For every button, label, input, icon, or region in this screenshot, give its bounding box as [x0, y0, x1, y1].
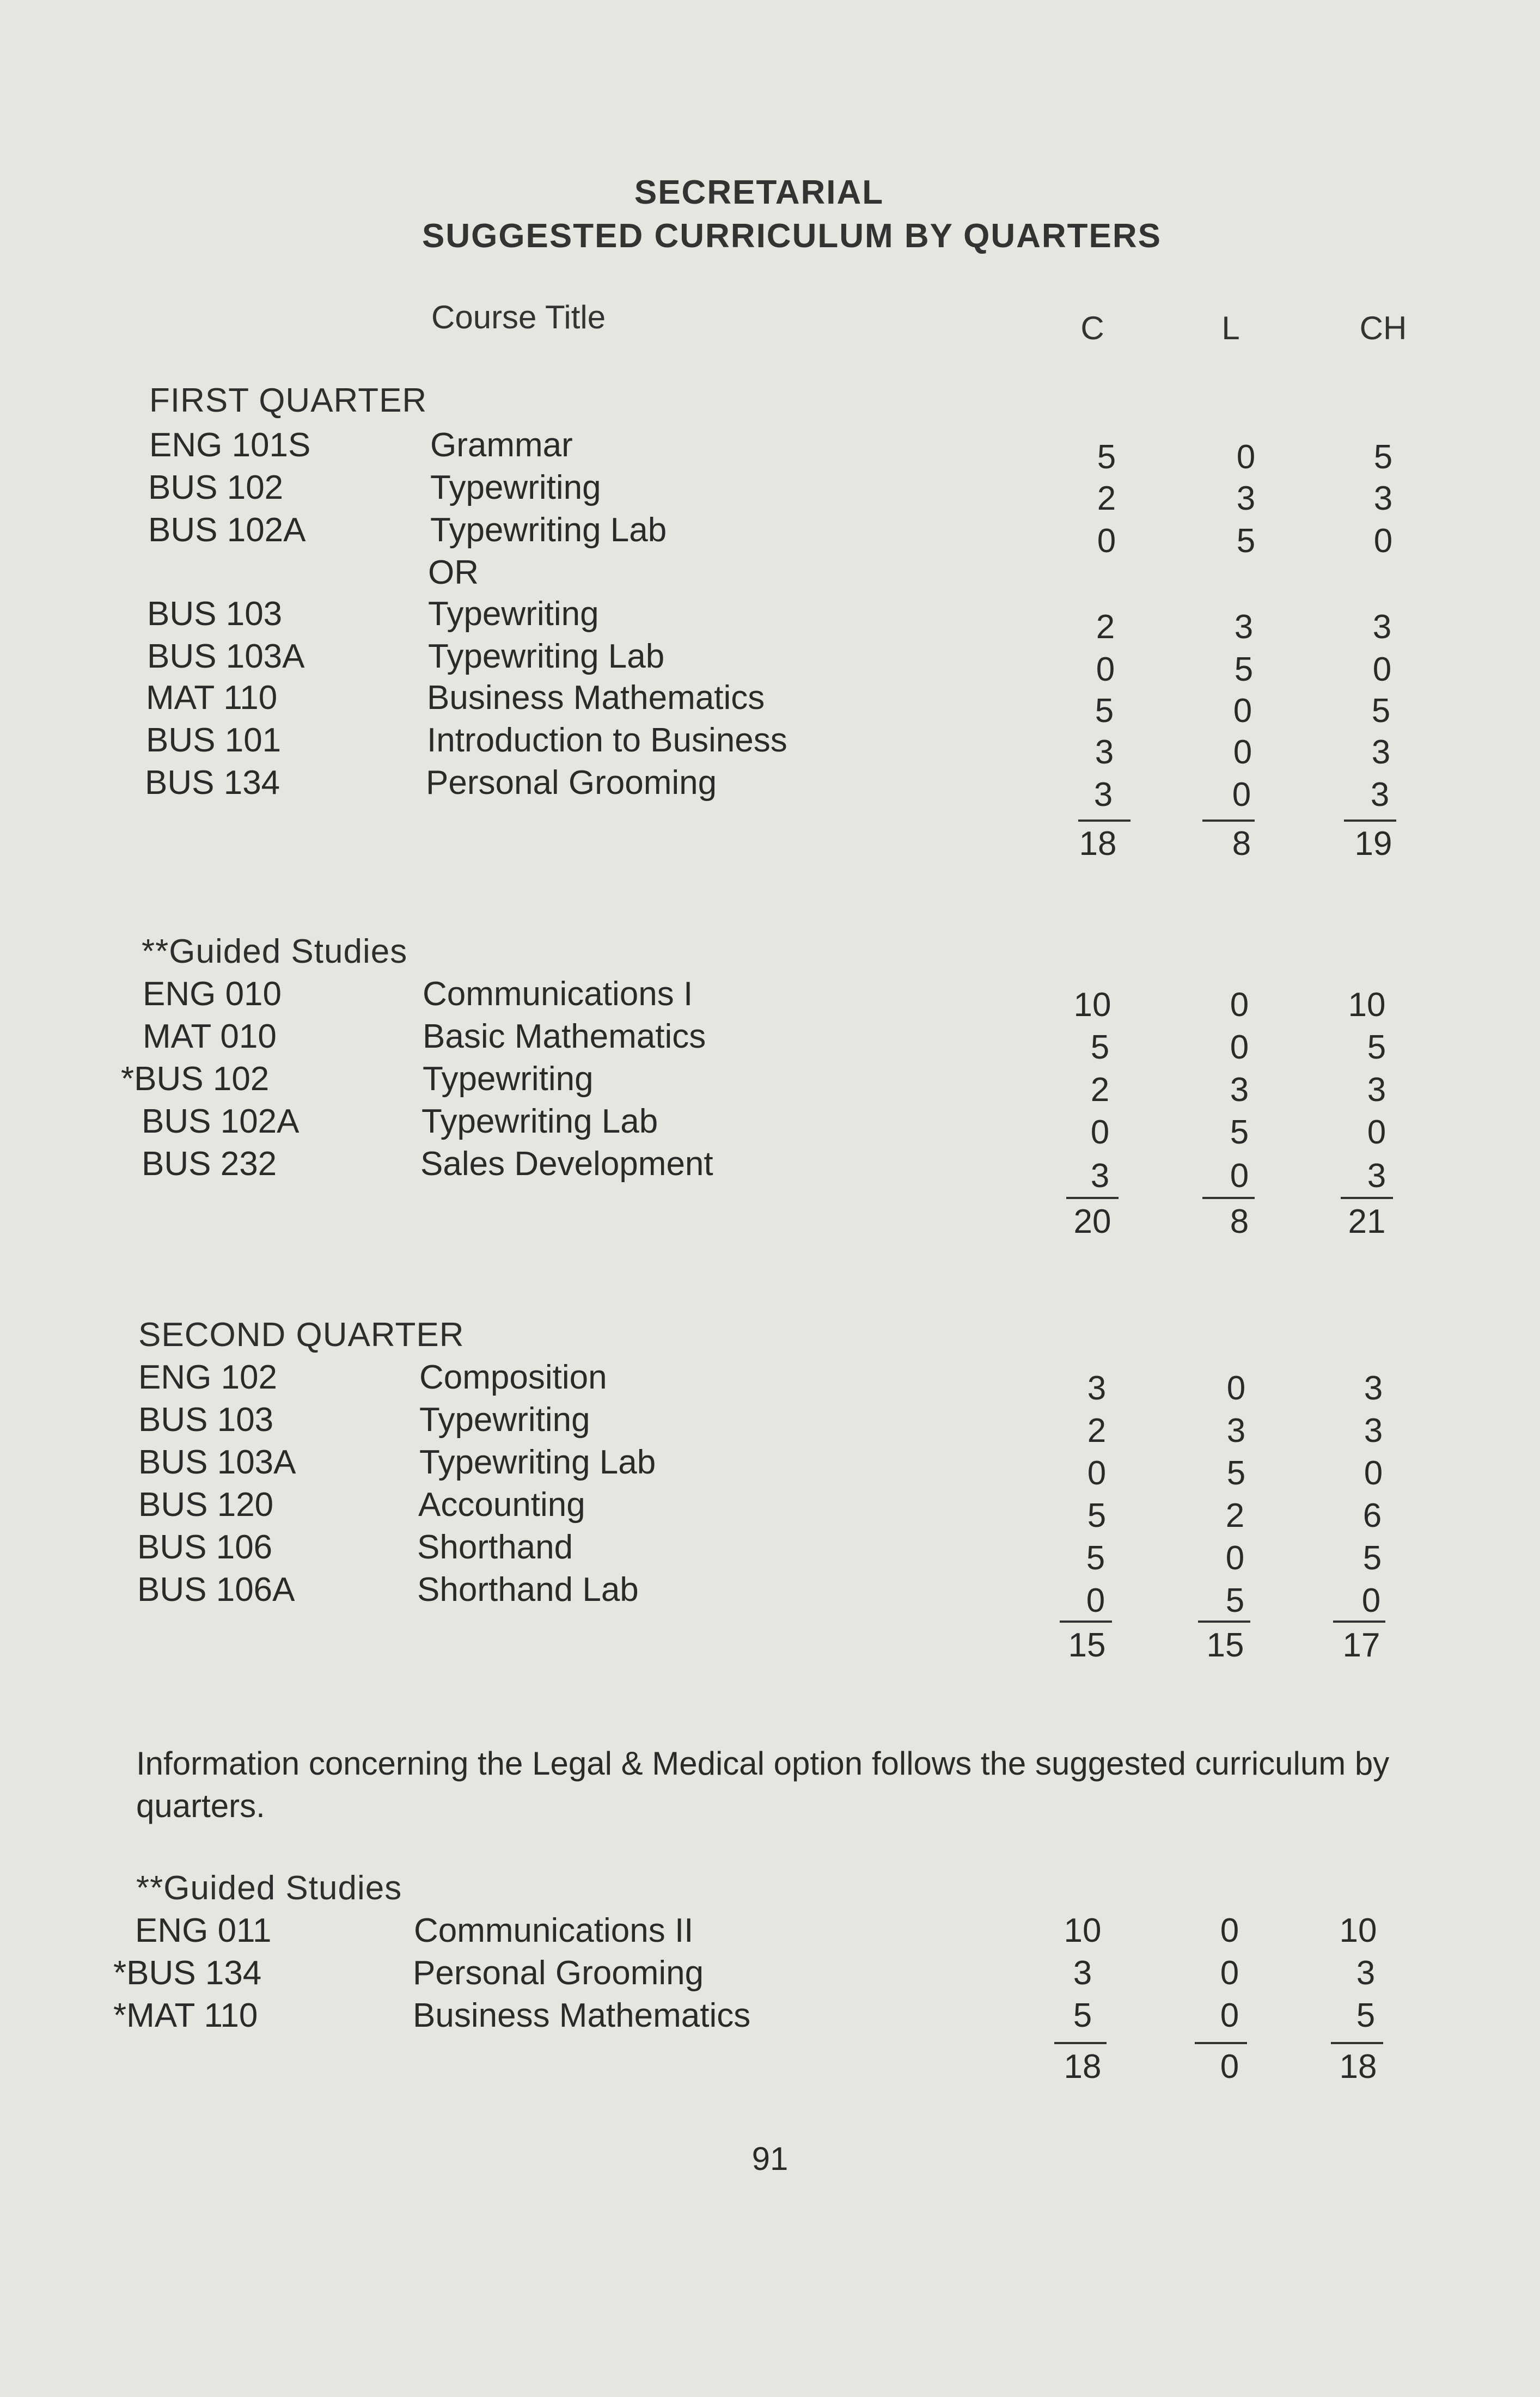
credit-ch: 10: [1339, 1912, 1377, 1949]
course-title: Introduction to Business: [427, 721, 787, 759]
credit-ch: 0: [1367, 1114, 1386, 1151]
credit-c: 5: [1095, 692, 1114, 730]
course-row: [0, 763, 1540, 814]
credit-c: 5: [1097, 438, 1116, 476]
course-code: BUS 103: [138, 1401, 274, 1439]
course-row: [0, 1528, 1540, 1577]
course-row: [0, 1996, 1540, 2039]
credit-c: 3: [1095, 733, 1114, 771]
credit-ch: 3: [1367, 1071, 1386, 1109]
course-code: BUS 106A: [137, 1571, 295, 1609]
credit-l: 0: [1220, 1912, 1239, 1949]
credit-l: 0: [1225, 1539, 1245, 1577]
credit-l: 3: [1236, 480, 1256, 517]
course-code: *MAT 110: [113, 1997, 258, 2034]
course-title: Typewriting Lab: [419, 1444, 656, 1481]
page-subtitle: SUGGESTED CURRICULUM BY QUARTERS: [421, 217, 1162, 255]
guided-studies-heading: **Guided Studies: [136, 1869, 402, 1907]
credit-c: 3: [1093, 776, 1113, 814]
total-l: 0: [1220, 2048, 1239, 2086]
credit-ch: 0: [1372, 651, 1392, 688]
course-title: Grammar: [430, 426, 573, 464]
credit-l: 0: [1233, 692, 1252, 730]
course-title: Business Mathematics: [427, 679, 765, 717]
credit-ch: 10: [1348, 986, 1386, 1024]
credit-c: 0: [1097, 522, 1116, 560]
course-code: ENG 101S: [149, 426, 311, 464]
course-code: BUS 102A: [148, 511, 306, 549]
total-rule: [1078, 820, 1130, 822]
course-row: [0, 721, 1540, 771]
credit-l: 0: [1226, 1369, 1246, 1407]
course-title: Typewriting: [428, 595, 599, 633]
course-row: [0, 1060, 1540, 1109]
course-row: [0, 1145, 1540, 1195]
credit-ch: 3: [1372, 608, 1392, 646]
total-rule: [1066, 1197, 1119, 1199]
course-code: BUS 103A: [147, 638, 305, 675]
course-code: BUS 103: [147, 595, 283, 633]
credit-l: 3: [1226, 1412, 1246, 1450]
credit-l: 5: [1234, 651, 1254, 688]
credit-l: 0: [1230, 986, 1249, 1024]
total-ch: 17: [1342, 1626, 1380, 1664]
total-rule: [1341, 1197, 1393, 1199]
credit-l: 3: [1234, 608, 1254, 646]
credit-ch: 3: [1371, 733, 1391, 771]
credit-l: 0: [1233, 733, 1252, 771]
total-ch: 18: [1339, 2048, 1377, 2086]
total-l: 8: [1232, 825, 1251, 863]
page-number: 91: [751, 2141, 789, 2177]
course-title: Typewriting Lab: [421, 1103, 658, 1140]
credit-l: 5: [1236, 522, 1256, 560]
course-title: Business Mathematics: [413, 1997, 751, 2034]
credit-ch: 0: [1361, 1582, 1381, 1619]
legal-medical-note: Information concerning the Legal & Medical option follows the suggested curriculum by quarters.: [136, 1745, 1390, 1824]
credit-c: 2: [1090, 1071, 1110, 1109]
course-code: BUS 232: [142, 1145, 277, 1183]
credit-ch: 5: [1362, 1539, 1382, 1577]
credit-c: 10: [1064, 1912, 1102, 1949]
course-row: [0, 1570, 1540, 1619]
course-title-header: Course Title: [431, 299, 606, 335]
total-ch: 21: [1348, 1203, 1386, 1240]
credit-l: 0: [1230, 1157, 1249, 1195]
course-code: BUS 134: [145, 764, 280, 802]
page-title: SECRETARIAL: [634, 174, 884, 211]
course-title: Communications II: [414, 1912, 694, 1949]
course-row: [0, 1443, 1540, 1492]
credit-ch: 5: [1356, 1997, 1376, 2034]
col-c-header: C: [1080, 310, 1104, 346]
credit-c: 5: [1086, 1539, 1105, 1577]
credit-l: 0: [1236, 438, 1256, 476]
total-l: 15: [1206, 1626, 1244, 1664]
course-row: [0, 511, 1540, 560]
total-rule: [1344, 820, 1396, 822]
course-title: Shorthand Lab: [417, 1571, 639, 1609]
total-rule: [1054, 2042, 1107, 2044]
total-rule: [1333, 1621, 1385, 1623]
course-row: [0, 1017, 1540, 1066]
credit-ch: 3: [1370, 776, 1390, 814]
credit-ch: 3: [1367, 1157, 1386, 1195]
total-c: 15: [1068, 1626, 1106, 1664]
course-title: Accounting: [418, 1486, 585, 1524]
credit-c: 3: [1090, 1157, 1110, 1195]
total-rule: [1195, 2042, 1247, 2044]
guided-studies-heading: **Guided Studies: [142, 933, 408, 970]
credit-c: 10: [1073, 986, 1111, 1024]
course-title: Sales Development: [420, 1145, 713, 1183]
credit-l: 3: [1230, 1071, 1249, 1109]
total-l: 8: [1230, 1203, 1249, 1240]
credit-c: 0: [1096, 651, 1115, 688]
course-row: [0, 1102, 1540, 1151]
total-rule: [1331, 2042, 1383, 2044]
course-row: [0, 1954, 1540, 1996]
credit-c: 5: [1087, 1497, 1107, 1534]
credit-ch: 3: [1373, 480, 1393, 517]
credit-ch: 3: [1364, 1369, 1383, 1407]
course-title: Typewriting: [430, 469, 601, 506]
course-row: [0, 1911, 1540, 1954]
total-c: 18: [1064, 2048, 1102, 2086]
total-rule: [1202, 1197, 1255, 1199]
col-ch-header: CH: [1359, 310, 1407, 346]
credit-l: 0: [1230, 1029, 1249, 1066]
credit-c: 5: [1090, 1029, 1110, 1066]
course-row: [0, 975, 1540, 1024]
credit-l: 5: [1230, 1114, 1249, 1151]
course-row: [0, 468, 1540, 517]
course-code: BUS 102: [148, 469, 284, 506]
credit-ch: 3: [1356, 1954, 1376, 1992]
course-code: BUS 103A: [138, 1444, 296, 1481]
course-code: BUS 102A: [142, 1103, 300, 1140]
first-quarter-heading: FIRST QUARTER: [149, 382, 427, 419]
course-title: Typewriting Lab: [430, 511, 667, 549]
course-title: Personal Grooming: [426, 764, 717, 802]
course-code: ENG 102: [138, 1359, 278, 1396]
course-title: Basic Mathematics: [423, 1018, 706, 1055]
total-ch: 19: [1354, 825, 1392, 863]
course-row: [0, 637, 1540, 688]
credit-ch: 0: [1364, 1454, 1383, 1492]
course-row: [0, 678, 1540, 730]
credit-c: 2: [1087, 1412, 1107, 1450]
total-c: 18: [1079, 825, 1117, 863]
credit-c: 2: [1097, 480, 1116, 517]
course-code: ENG 010: [143, 975, 282, 1013]
credit-l: 0: [1220, 1954, 1239, 1992]
credit-c: 2: [1096, 608, 1115, 646]
col-l-header: L: [1221, 310, 1240, 346]
course-title: Personal Grooming: [413, 1954, 704, 1992]
credit-c: 5: [1073, 1997, 1092, 2034]
credit-c: 3: [1073, 1954, 1092, 1992]
course-row: [0, 595, 1540, 646]
course-title: Composition: [419, 1359, 607, 1396]
course-title: Typewriting: [419, 1401, 590, 1439]
credit-ch: 6: [1362, 1497, 1382, 1534]
course-code: MAT 110: [146, 679, 278, 717]
credit-l: 2: [1225, 1497, 1245, 1534]
total-c: 20: [1073, 1203, 1111, 1240]
course-row: [0, 426, 1540, 476]
course-title: Communications I: [423, 975, 693, 1013]
course-code: *BUS 102: [121, 1060, 270, 1098]
credit-ch: 3: [1364, 1412, 1383, 1450]
credit-c: 3: [1087, 1369, 1107, 1407]
course-code: BUS 120: [138, 1486, 274, 1524]
course-row: [0, 1401, 1540, 1450]
credit-l: 0: [1220, 1997, 1239, 2034]
credit-ch: 5: [1367, 1029, 1386, 1066]
course-row: [0, 1358, 1540, 1407]
total-rule: [1060, 1621, 1112, 1623]
credit-c: 0: [1086, 1582, 1105, 1619]
credit-c: 0: [1090, 1114, 1110, 1151]
course-row: [0, 1485, 1540, 1534]
or-separator: OR: [428, 554, 479, 591]
credit-l: 5: [1226, 1454, 1246, 1492]
credit-c: 0: [1087, 1454, 1107, 1492]
credit-l: 5: [1225, 1582, 1245, 1619]
course-title: Typewriting: [423, 1060, 594, 1098]
credit-ch: 5: [1373, 438, 1393, 476]
credit-ch: 0: [1373, 522, 1393, 560]
course-code: BUS 101: [146, 721, 282, 759]
credit-ch: 5: [1371, 692, 1391, 730]
total-rule: [1198, 1621, 1250, 1623]
course-code: ENG 011: [135, 1912, 272, 1949]
course-code: *BUS 134: [113, 1954, 262, 1992]
course-title: Typewriting Lab: [428, 638, 665, 675]
course-code: MAT 010: [143, 1018, 277, 1055]
credit-l: 0: [1232, 776, 1251, 814]
course-title: Shorthand: [417, 1528, 573, 1566]
second-quarter-heading: SECOND QUARTER: [138, 1316, 465, 1354]
total-rule: [1202, 820, 1255, 822]
course-code: BUS 106: [137, 1528, 273, 1566]
